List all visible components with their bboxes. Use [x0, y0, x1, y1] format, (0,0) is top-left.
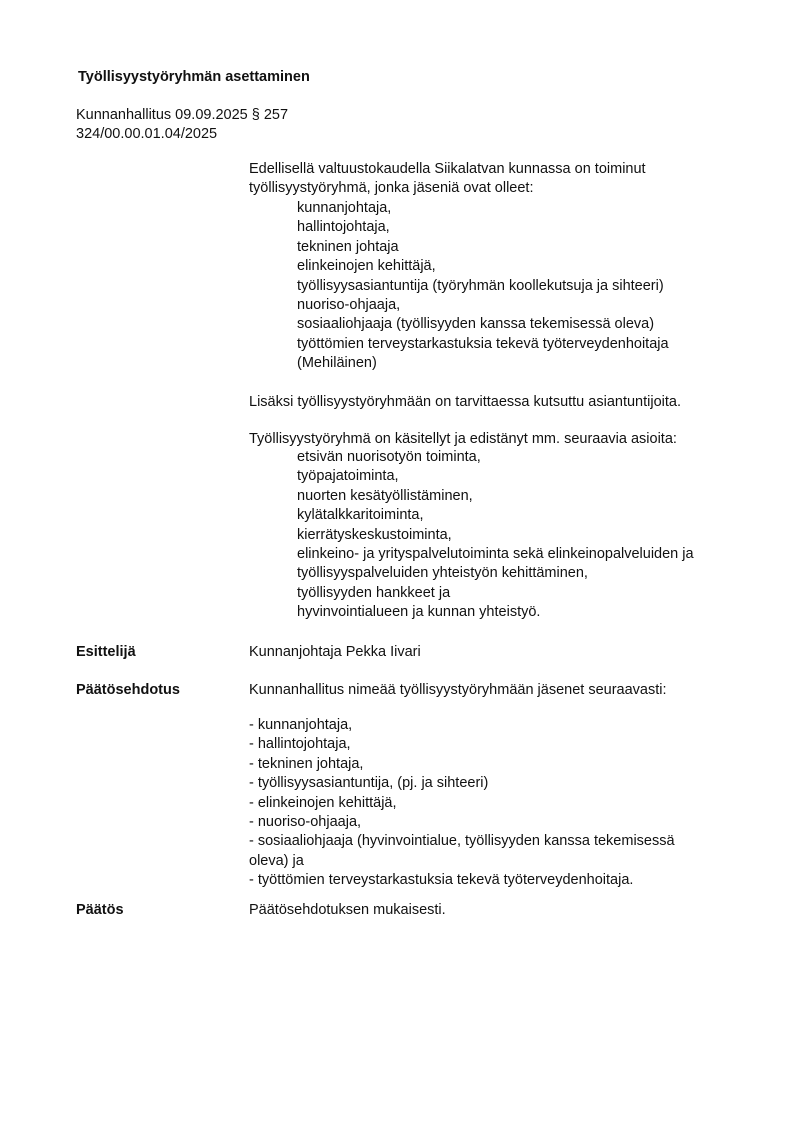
list-item: etsivän nuorisotyön toiminta, [297, 449, 481, 465]
decision-value: Päätösehdotuksen mukaisesti. [249, 902, 446, 918]
list-item: nuoriso-ohjaaja, [297, 296, 401, 313]
proposal-lead: Kunnanhallitus nimeää työllisyystyöryhmään jäsenet seuraavasti: [249, 682, 667, 698]
list-item: - työllisyysasiantuntija, (pj. ja sihteeri) [249, 775, 489, 792]
list-item: - hallintojohtaja, [249, 736, 351, 753]
list-item: kunnanjohtaja, [297, 200, 392, 216]
meeting-meta [76, 106, 288, 145]
list-item: - elinkeinojen kehittäjä, [249, 794, 397, 811]
list-item: tekninen johtaja [297, 238, 399, 255]
decision-label: Päätös [76, 902, 124, 918]
list-item: kierrätyskeskustoiminta, [297, 526, 452, 543]
document-title: Työllisyystyöryhmän asettaminen [78, 69, 310, 85]
list-item: työllisyyspalveluiden yhteistyön kehittäminen, [297, 565, 588, 582]
list-item: elinkeinojen kehittäjä, [297, 258, 436, 275]
list-item: (Mehiläinen) [297, 355, 377, 372]
member-list [297, 199, 669, 374]
list-item: työllisyyden hankkeet ja [297, 584, 451, 601]
intro-line: työllisyystyöryhmä, jonka jäseniä ovat olleet: [249, 180, 534, 197]
intro-line: Edellisellä valtuustokaudella Siikalatvan kunnassa on toiminut [249, 161, 646, 177]
intro-paragraph [249, 160, 646, 199]
presenter-value: Kunnanjohtaja Pekka Iivari [249, 644, 421, 660]
proposal-label: Päätösehdotus [76, 682, 180, 698]
list-item: nuorten kesätyöllistäminen, [297, 487, 473, 504]
list-item: - sosiaaliohjaaja (hyvinvointialue, työllisyyden kanssa tekemisessä [249, 833, 675, 850]
list-item: - tekninen johtaja, [249, 755, 364, 772]
experts-paragraph: Lisäksi työllisyystyöryhmään on tarvittaessa kutsuttu asiantuntijoita. [249, 394, 681, 410]
list-item: sosiaaliohjaaja (työllisyyden kanssa tekemisessä oleva) [297, 316, 655, 333]
presenter-label: Esittelijä [76, 644, 136, 660]
meeting-line: Kunnanhallitus 09.09.2025 § 257 [76, 107, 289, 123]
list-item: hyvinvointialueen ja kunnan yhteistyö. [297, 604, 541, 621]
list-item: kylätalkkaritoiminta, [297, 507, 424, 524]
record-number: 324/00.00.01.04/2025 [76, 126, 218, 143]
proposal-list [249, 716, 675, 891]
list-item: työllisyysasiantuntija (työryhmän koollekutsuja ja sihteeri) [297, 277, 664, 294]
list-item: - nuoriso-ohjaaja, [249, 813, 362, 830]
list-item: oleva) ja [249, 852, 304, 869]
list-item: elinkeino- ja yrityspalvelutoiminta sekä elinkeinopalveluiden ja [297, 545, 694, 562]
list-item: työpajatoiminta, [297, 468, 399, 485]
list-item: - työttömien terveystarkastuksia tekevä työterveydenhoitaja. [249, 872, 634, 889]
list-item: - kunnanjohtaja, [249, 717, 353, 733]
list-item: hallintojohtaja, [297, 219, 390, 236]
list-item: työttömien terveystarkastuksia tekevä työterveydenhoitaja [297, 335, 669, 352]
topics-lead: Työllisyystyöryhmä on käsitellyt ja edistänyt mm. seuraavia asioita: [249, 431, 677, 447]
topic-list [297, 448, 694, 623]
